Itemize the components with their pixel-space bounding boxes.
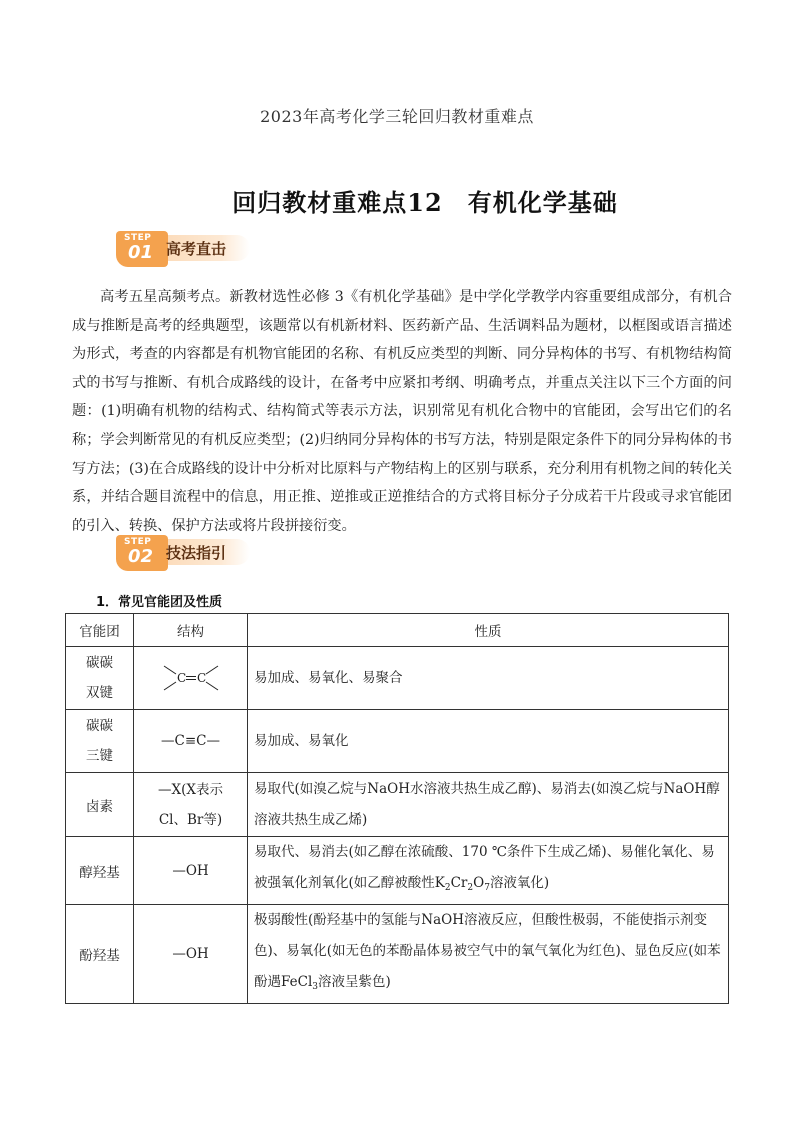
table-row: [66, 905, 729, 1004]
step-badge: [116, 535, 168, 571]
svg-text:C: C: [176, 671, 186, 685]
group-cell: [66, 647, 134, 710]
double-bond-structure-icon: [156, 658, 226, 698]
step-badge: [116, 231, 168, 267]
group-name-line: 碳碳: [86, 718, 113, 734]
step-number: 02: [128, 546, 154, 567]
svg-text:C: C: [196, 671, 206, 685]
table-row: [66, 837, 729, 905]
step-word: STEP: [124, 537, 152, 547]
step-label: 技法指引: [166, 544, 227, 562]
functional-groups-table: [65, 613, 729, 1004]
group-cell: [66, 710, 134, 773]
property-cell: 易取代(如溴乙烷与NaOH水溶液共热生成乙醇)、易消去(如溴乙烷与NaOH醇溶液共热生成乙烯): [248, 773, 729, 837]
step-01-banner: [110, 229, 260, 269]
table-header-cell: 官能团: [66, 614, 134, 647]
table-header-cell: 性质: [248, 614, 729, 647]
table-row: [66, 647, 729, 710]
intro-paragraph: 高考五星高频考点。新教材选性必修 3《有机化学基础》是中学化学教学内容重要组成部分，有机合成与推断是高考的经典题型，该题常以有机新材料、医药新产品、生活调料品为题材，以框图或语言描述为形式，考查的内容都是有机物官能团的名称、有机反应类型的判断、同分异构体的书写、有机物结构简式的书写与推断、有机合成路线的设计，在备考中应紧扣考纲、明确考点，并重点关注以下三个方面的问题：(1)明确有机物的结构式、结构简式等表示方法，识别常见有机化合物中的官能团，会写出它们的名称；学会判断常见的有机反应类型；(2)归纳同分异构体的书写方法，特别是限定条件下的同分异构体的书写方法；(3)在合成路线的设计中分析对比原料与产物结构上的区别与联系，充分利用有机物之间的转化关系，并结合题目流程中的信息，用正推、逆推或正逆推结合的方式将目标分子分成若干片段或寻求官能团的引入、转换、保护方法或将片段拼接衍变。: [72, 289, 732, 534]
structure-cell: —C≡C—: [134, 710, 248, 773]
structure-line: —X(X表示: [158, 781, 223, 798]
property-cell: 极弱酸性(酚羟基中的氢能与NaOH溶液反应，但酸性极弱，不能使指示剂变色)、易氧化(如无色的苯酚晶体易被空气中的氧气氧化为红色)、显色反应(如苯酚遇FeCl$_3$溶液呈紫色): [248, 905, 729, 1004]
table-header-cell: 结构: [134, 614, 248, 647]
step-label: 高考直击: [166, 240, 227, 258]
document-title: 回归教材重难点12 有机化学基础: [232, 188, 618, 217]
step-word: STEP: [124, 233, 152, 243]
step-number: 01: [128, 242, 154, 263]
group-cell: 卤素: [66, 773, 134, 837]
property-cell: 易加成、易氧化: [248, 710, 729, 773]
table-row: [66, 773, 729, 837]
structure-cell: [134, 773, 248, 837]
structure-cell: —OH: [134, 837, 248, 905]
structure-cell: —OH: [134, 905, 248, 1004]
group-name-line: 三键: [86, 748, 113, 764]
group-name-line: 双键: [86, 685, 113, 701]
table-row: [66, 710, 729, 773]
group-cell: 醇羟基: [66, 837, 134, 905]
group-cell: 酚羟基: [66, 905, 134, 1004]
property-cell: 易加成、易氧化、易聚合: [248, 647, 729, 710]
table-header-row: [66, 614, 729, 647]
document-subtitle: 2023年高考化学三轮回归教材重难点: [260, 107, 534, 126]
group-name-line: 碳碳: [86, 655, 113, 671]
structure-cell: [134, 647, 248, 710]
section-heading: 1．常见官能团及性质: [96, 595, 223, 610]
structure-line: Cl、Br等): [158, 811, 223, 828]
property-cell: 易取代、易消去(如乙醇在浓硫酸、170 ℃条件下生成乙烯)、易催化氧化、易被强氧化剂氧化(如乙醇被酸性$K_2Cr_2O_7$溶液氧化): [248, 837, 729, 905]
step-02-banner: [110, 533, 260, 573]
